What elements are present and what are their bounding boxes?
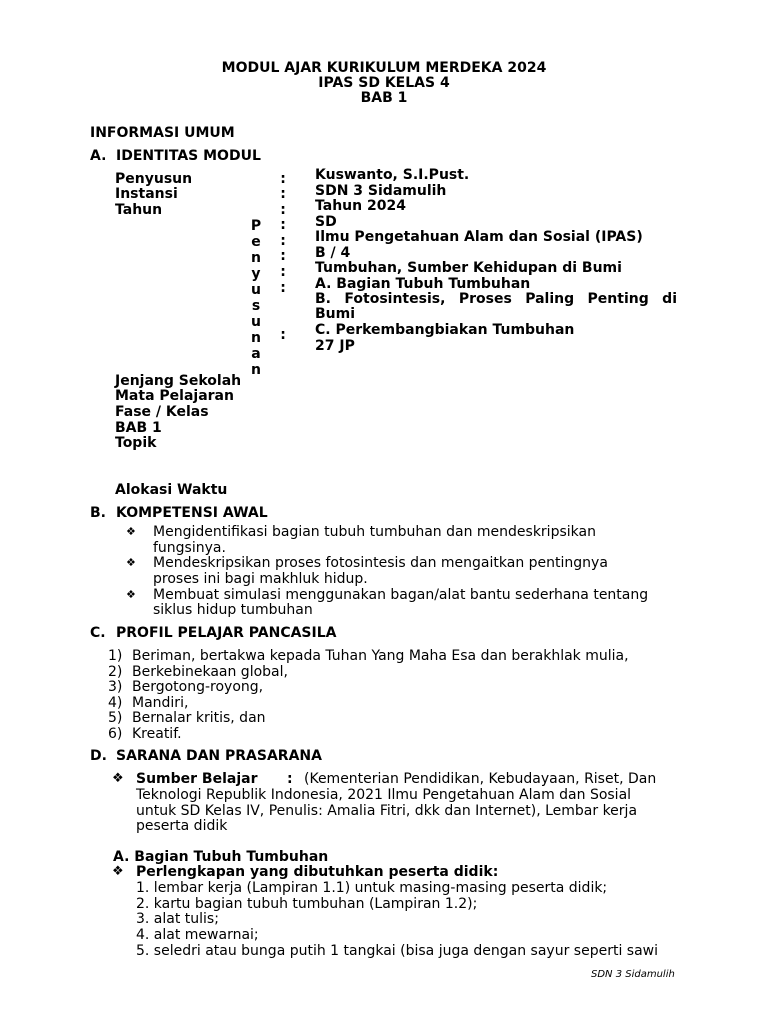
perlengkapan-title: Perlengkapan yang dibutuhkan peserta didik: bbox=[136, 864, 499, 880]
colon: : bbox=[280, 264, 286, 280]
sumber-belajar-text-cont: Teknologi Republik Indonesia, 2021 Ilmu Pengetahuan Alam dan Sosial bbox=[136, 787, 632, 803]
diamond-bullet-icon: ❖ bbox=[126, 556, 136, 569]
list-item: Bernalar kritis, dan bbox=[132, 710, 266, 726]
colon: : bbox=[287, 771, 293, 787]
vertical-char: n bbox=[251, 362, 261, 378]
value-topik-b-cont: Bumi bbox=[315, 306, 356, 322]
section-c-marker: C. bbox=[90, 625, 106, 641]
value-instansi: SDN 3 Sidamulih bbox=[315, 183, 447, 199]
label-bab: BAB 1 bbox=[115, 420, 162, 436]
informasi-umum-heading: INFORMASI UMUM bbox=[90, 125, 235, 141]
list-number: 5) bbox=[108, 710, 123, 726]
list-item: Mandiri, bbox=[132, 695, 189, 711]
value-bab: Tumbuhan, Sumber Kehidupan di Bumi bbox=[315, 260, 622, 276]
subheading-bagian-tubuh: A. Bagian Tubuh Tumbuhan bbox=[113, 849, 329, 865]
list-number: 6) bbox=[108, 726, 123, 742]
list-item: 3. alat tulis; bbox=[136, 911, 219, 927]
colon: : bbox=[280, 202, 286, 218]
vertical-char: y bbox=[251, 266, 261, 282]
colon: : bbox=[280, 171, 286, 187]
sumber-belajar-text: (Kementerian Pendidikan, Kebudayaan, Riset, Dan bbox=[304, 771, 657, 787]
list-number: 2) bbox=[108, 664, 123, 680]
vertical-char: e bbox=[251, 234, 261, 250]
list-item-cont: siklus hidup tumbuhan bbox=[153, 602, 313, 618]
diamond-bullet-icon: ❖ bbox=[112, 771, 124, 786]
list-item: Berkebinekaan global, bbox=[132, 664, 288, 680]
list-number: 3) bbox=[108, 679, 123, 695]
vertical-char: u bbox=[251, 314, 261, 330]
list-item: Bergotong-royong, bbox=[132, 679, 264, 695]
list-item-cont: proses ini bagi makhluk hidup. bbox=[153, 571, 368, 587]
section-a-marker: A. bbox=[90, 148, 107, 164]
sumber-belajar-text-cont: untuk SD Kelas IV, Penulis: Amalia Fitri, dkk dan Internet), Lembar kerja bbox=[136, 803, 638, 819]
list-item: 2. kartu bagian tubuh tumbuhan (Lampiran 1.2); bbox=[136, 896, 478, 912]
vertical-char: P bbox=[250, 218, 262, 234]
section-c-title: PROFIL PELAJAR PANCASILA bbox=[116, 625, 337, 641]
doc-title-line2: IPAS SD KELAS 4 bbox=[318, 75, 450, 91]
doc-title-line3: BAB 1 bbox=[360, 90, 408, 106]
section-a-title: IDENTITAS MODUL bbox=[116, 148, 261, 164]
list-item: Membuat simulasi menggunakan bagan/alat bantu sederhana tentang bbox=[153, 587, 649, 603]
list-item-cont: fungsinya. bbox=[153, 540, 226, 556]
sumber-belajar-text-cont: peserta didik bbox=[136, 818, 228, 834]
value-topik-c: C. Perkembangbiakan Tumbuhan bbox=[315, 322, 575, 338]
label-alokasi-waktu: Alokasi Waktu bbox=[115, 482, 228, 498]
value-fase: B / 4 bbox=[315, 245, 351, 261]
diamond-bullet-icon: ❖ bbox=[126, 525, 136, 538]
value-topik-b: B. Fotosintesis, Proses Paling Penting di bbox=[315, 291, 677, 307]
value-topik-a: A. Bagian Tubuh Tumbuhan bbox=[315, 276, 531, 292]
label-instansi: Instansi bbox=[115, 186, 178, 202]
vertical-char: n bbox=[251, 250, 261, 266]
doc-title-line1: MODUL AJAR KURIKULUM MERDEKA 2024 bbox=[221, 60, 547, 76]
value-mapel: Ilmu Pengetahuan Alam dan Sosial (IPAS) bbox=[315, 229, 643, 245]
list-item: Beriman, bertakwa kepada Tuhan Yang Maha Esa dan berakhlak mulia, bbox=[132, 648, 629, 664]
value-tahun: Tahun 2024 bbox=[315, 198, 406, 214]
sumber-belajar-label: Sumber Belajar bbox=[136, 771, 258, 787]
list-number: 1) bbox=[108, 648, 123, 664]
colon: : bbox=[280, 280, 286, 296]
section-b-marker: B. bbox=[90, 505, 106, 521]
value-alokasi: 27 JP bbox=[315, 338, 355, 354]
section-d-title: SARANA DAN PRASARANA bbox=[116, 748, 322, 764]
list-item: 4. alat mewarnai; bbox=[136, 927, 259, 943]
list-item: Mengidentifikasi bagian tubuh tumbuhan dan mendeskripsikan bbox=[153, 524, 596, 540]
label-mata-pelajaran: Mata Pelajaran bbox=[115, 388, 234, 404]
list-item: Kreatif. bbox=[132, 726, 182, 742]
colon: : bbox=[280, 248, 286, 264]
section-b-title: KOMPETENSI AWAL bbox=[116, 505, 268, 521]
list-item: 1. lembar kerja (Lampiran 1.1) untuk masing-masing peserta didik; bbox=[136, 880, 608, 896]
list-item: Mendeskripsikan proses fotosintesis dan mengaitkan pentingnya bbox=[153, 555, 608, 571]
list-number: 4) bbox=[108, 695, 123, 711]
vertical-char: n bbox=[251, 330, 261, 346]
label-jenjang-sekolah: Jenjang Sekolah bbox=[115, 373, 242, 389]
value-jenjang: SD bbox=[315, 214, 337, 230]
label-penyusun: Penyusun bbox=[115, 171, 193, 187]
list-item: 5. seledri atau bunga putih 1 tangkai (bisa juga dengan sayur seperti sawi bbox=[136, 943, 658, 959]
label-topik: Topik bbox=[115, 435, 157, 451]
section-d-marker: D. bbox=[90, 748, 107, 764]
label-fase-kelas: Fase / Kelas bbox=[115, 404, 209, 420]
diamond-bullet-icon: ❖ bbox=[112, 864, 124, 879]
colon: : bbox=[280, 186, 286, 202]
colon: : bbox=[280, 233, 286, 249]
colon: : bbox=[280, 327, 286, 343]
vertical-char: s bbox=[251, 298, 261, 314]
page-footer: SDN 3 Sidamulih bbox=[591, 969, 675, 980]
vertical-char: a bbox=[251, 346, 261, 362]
value-penyusun: Kuswanto, S.I.Pust. bbox=[315, 167, 470, 183]
vertical-char: u bbox=[251, 282, 261, 298]
diamond-bullet-icon: ❖ bbox=[126, 588, 136, 601]
label-tahun: Tahun bbox=[115, 202, 163, 218]
colon: : bbox=[280, 217, 286, 233]
